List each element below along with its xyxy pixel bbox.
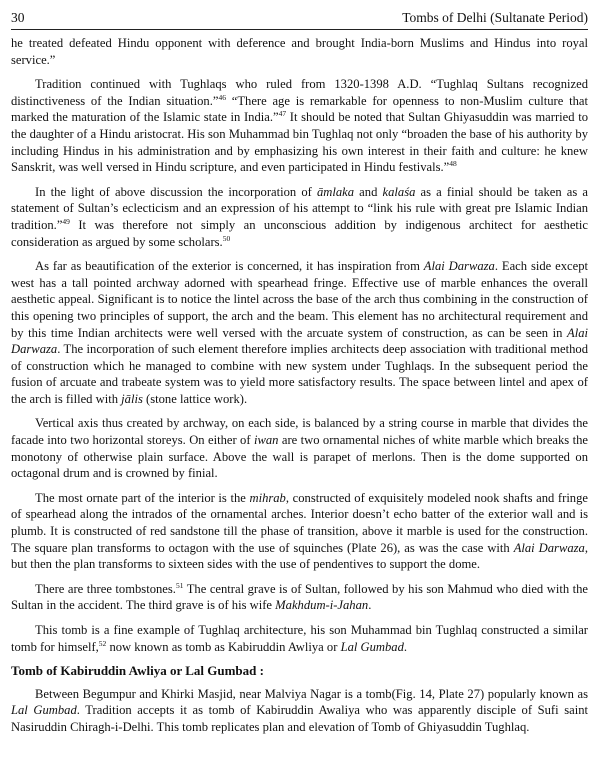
paragraph — [11, 490, 588, 573]
italic-term: Lal Gumbad — [340, 639, 404, 654]
text-run: This tomb is a fine example of Tughlaq architecture, his son Muhammad bin Tughlaq constructed a similar tomb for himself, — [11, 623, 588, 654]
text-run: , constructed of exquisitely modeled nook shafts and fringe of spearhead along the intrados of the ornamental arches. Interior doesn’t echo batter of the exterior wall and is plumb. It is constructed of red sandstone till the phase of transition, above it marble is used for the construction. The square plan transforms to octagon with the use of squinches (Plate 26), as was the case with — [11, 490, 588, 555]
text-run: Tradition continued with Tughlaqs who ruled from 1320-1398 A.D. “Tughlaq Sultans recognized distinctiveness of the Indian situation.” — [11, 77, 588, 108]
italic-term: Lal Gumbad — [11, 703, 77, 718]
paragraph — [11, 184, 588, 250]
paragraph — [11, 415, 588, 481]
text-run: There are three tombstones. — [35, 581, 176, 596]
italic-term: jālis — [121, 391, 143, 406]
text-run: Vertical axis thus created by archway, on each side, is balanced by a string course in marble that divides the facade into two horizontal storeys. On either of — [11, 416, 588, 448]
italic-term: Makhdum-i-Jahan — [275, 598, 369, 613]
footnote-ref: 49 — [62, 216, 70, 226]
text-run: . The incorporation of such element therefore implies architects deep association with traditional method of construction which he managed to combine with new system under Tughlaqs. In the subsequent period the fusion of arcuate and trabeate system was to yield more satisfactory results. The space between lintel and apex of the arch is filled with — [11, 342, 588, 406]
footnote-ref: 50 — [222, 233, 231, 243]
text-run: The most ornate part of the interior is the — [35, 490, 250, 505]
italic-term: mihrab — [249, 490, 286, 505]
text-run: . Tradition accepts it as tomb of Kabiruddin Awaliya who was apparently disciple of Sufi saint Nasiruddin Chiragh-i-Delhi. This tomb replicates plan and elevation of Tomb of Ghiyasuddin Tughlaq. — [11, 703, 589, 734]
text-run: and — [354, 184, 383, 199]
text-run: . — [368, 598, 372, 613]
section-heading: Tomb of Kabiruddin Awliya or Lal Gumbad : — [11, 663, 264, 679]
paragraph — [11, 35, 588, 68]
running-header — [11, 10, 588, 30]
text-run: as a finial should be taken as a statement of Sultan’s eclecticism and an expression of his attempt to “link his rule with great pre Islamic Indian tradition.” — [11, 184, 588, 232]
text-run: now known as tomb as Kabiruddin Awliya or — [106, 639, 341, 654]
running-title: Tombs of Delhi (Sultanate Period) — [402, 10, 588, 25]
text-run: As far as beautification of the exterior is concerned, it has inspiration from — [35, 259, 424, 274]
footnote-ref: 46 — [218, 92, 226, 102]
footnote-ref: 52 — [98, 638, 107, 648]
italic-term: Alai Darwaza — [11, 325, 588, 357]
text-run: It should be noted that Sultan Ghiyasuddin was married to the daughter of a Hindu aristocrat. His son Muhammad bin Tughlaq not only “broaden the base of his authority by including Hindus in his administration and by emphasizing his own interest in their faith and culture: he knew Sanskrit, was well versed in Hindu scripture, and even participated in Hindu festivals.” — [11, 110, 588, 175]
text-run: (stone lattice work). — [142, 391, 248, 406]
text-run: In the light of above discussion the incorporation of — [35, 184, 317, 199]
page-number: 30 — [11, 10, 25, 25]
text-run: he treated defeated Hindu opponent with deference and brought India-born Muslims and Hindus into royal service.” — [11, 36, 588, 67]
footnote-ref: 47 — [278, 109, 287, 119]
italic-term: Alai Darwaza — [423, 259, 495, 274]
text-run: “There age is remarkable for openness to non-Muslim culture that marked the maturation of the Islamic state in India.” — [11, 93, 588, 125]
text-run: . Each side except west has a tall pointed archway adorned with spearhead fringe. Effective use of marble enhances the overall aesthetic appeal. Significant is to notice the lintel across the base of the arch thus combining in the construction of this opening two principles of support, the arch and the beam. This element has no architectural requirement and by this time Indian architects were well versed with the arcuate system of construction, as can be seen in — [11, 259, 588, 340]
text-run: The central grave is of Sultan, followed by his son Mahmud who died with the Sultan in the accident. The third grave is of his wife — [11, 581, 589, 613]
text-run: , but then the plan transforms to sixteen sides with the use of pendentives to support the dome. — [11, 540, 588, 572]
footnote-ref: 51 — [175, 580, 184, 590]
text-run: are two ornamental niches of white marble which breaks the monotony of otherwise plain surface. Above the wall is parapet of merlons. Then is the dome supported on octagonal drum and is crowned by finial. — [11, 433, 588, 481]
paragraph — [11, 622, 588, 655]
text-run: It was therefore not simply an unconscious addition by indigenous architect for aesthetic consideration as argued by some scholars. — [11, 217, 588, 249]
italic-term: iwan — [253, 433, 279, 448]
paragraph — [11, 258, 588, 407]
italic-term: āmlaka — [316, 184, 355, 199]
italic-term: Alai Darwaza — [513, 540, 585, 555]
text-run: Between Begumpur and Khirki Masjid, near Malviya Nagar is a tomb(Fig. 14, Plate 27) popularly known as — [35, 686, 588, 701]
italic-term: kalaśa — [382, 184, 416, 199]
paragraph — [11, 76, 588, 176]
paragraph — [11, 581, 588, 614]
paragraph — [11, 686, 588, 736]
text-run: . — [403, 639, 408, 654]
footnote-ref: 48 — [449, 158, 457, 168]
